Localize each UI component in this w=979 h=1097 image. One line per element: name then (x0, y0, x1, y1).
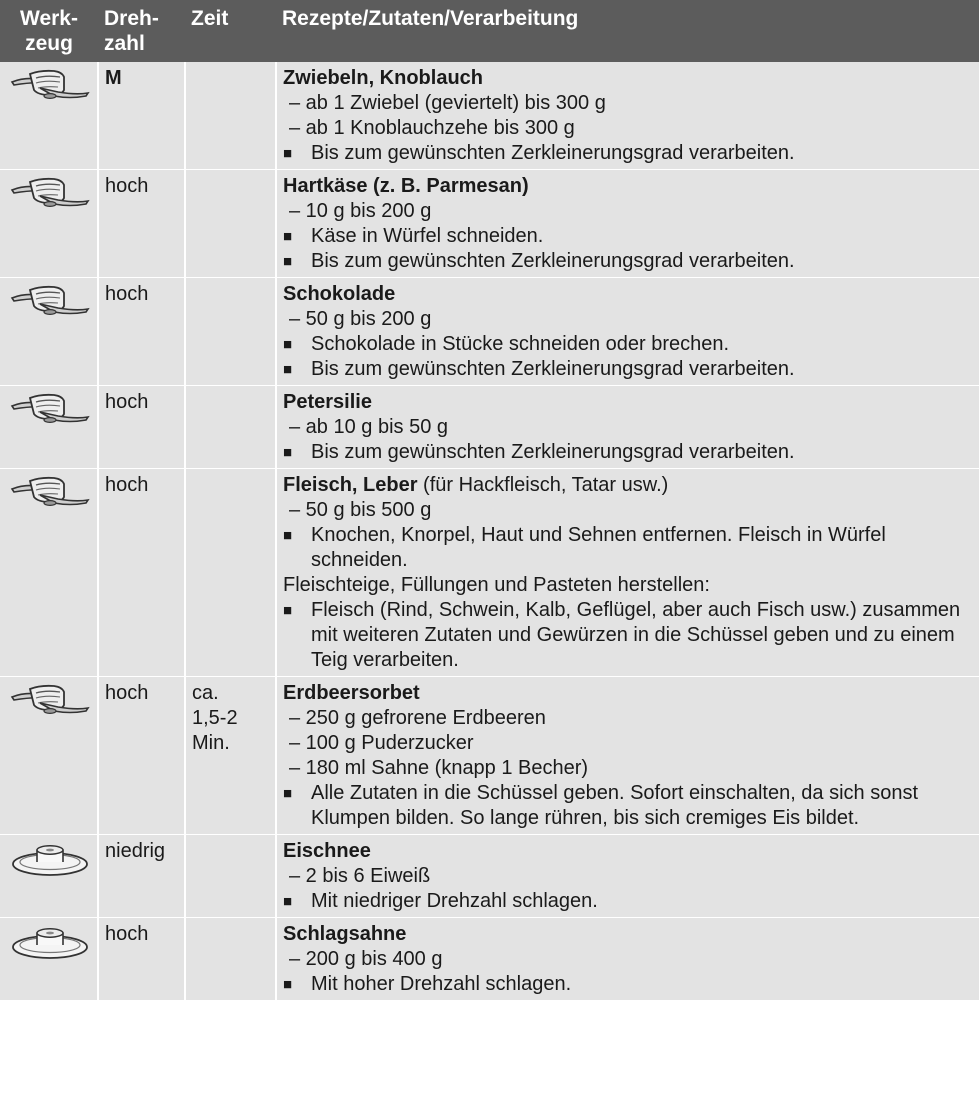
time-cell (185, 918, 276, 1001)
instruction-line: ■ Knochen, Knorpel, Haut und Sehnen entfernen. Fleisch in Würfel schneiden. (283, 523, 973, 573)
ingredient-line: – 100 g Puderzucker (289, 732, 474, 754)
time-cell (185, 386, 276, 469)
tool-cell (0, 62, 98, 170)
recipe-title: Eischnee (283, 840, 371, 862)
tool-cell (0, 278, 98, 386)
recipe-title-line (283, 66, 973, 91)
ingredient-line: – 180 ml Sahne (knapp 1 Becher) (289, 757, 589, 779)
tool-cell (0, 386, 98, 469)
instruction-line: ■ Bis zum gewünschten Zerkleinerungsgrad verarbeiten. (283, 141, 973, 166)
time-cell (185, 469, 276, 677)
header-time: Zeit (185, 0, 276, 62)
ingredient-line: – 250 g gefrorene Erdbeeren (289, 707, 546, 729)
speed-cell: hoch (98, 918, 185, 1001)
instruction-line: ■ Mit hoher Drehzahl schlagen. (283, 972, 973, 997)
table-row (0, 170, 979, 278)
recipe-title-line (283, 681, 973, 706)
tool-cell (0, 469, 98, 677)
ingredient-line: – 50 g bis 500 g (289, 499, 432, 521)
instruction-line: ■ Alle Zutaten in die Schüssel geben. Sofort einschalten, da sich sonst Klumpen bilden. So lange rühren, bis sich cremiges Eis bildet. (283, 781, 973, 831)
recipe-cell (276, 62, 979, 170)
blade-icon (10, 475, 93, 509)
tool-cell (0, 835, 98, 918)
recipe-title: Petersilie (283, 391, 372, 413)
speed-cell: M (98, 62, 185, 170)
blade-icon (10, 683, 93, 717)
table-row (0, 469, 979, 677)
speed-cell: hoch (98, 170, 185, 278)
speed-cell: hoch (98, 278, 185, 386)
recipe-cell (276, 386, 979, 469)
header-recipes: Rezepte/Zutaten/Verarbeitung (276, 0, 979, 62)
recipe-cell (276, 170, 979, 278)
table-row (0, 918, 979, 1001)
instruction-line: ■ Käse in Würfel schneiden. (283, 224, 973, 249)
time-cell (185, 62, 276, 170)
recipe-title: Fleisch, Leber (283, 474, 418, 496)
tool-cell (0, 677, 98, 835)
recipe-cell (276, 278, 979, 386)
ingredient-line: – 10 g bis 200 g (289, 200, 432, 222)
speed-cell: hoch (98, 469, 185, 677)
time-cell (185, 835, 276, 918)
recipe-cell (276, 469, 979, 677)
recipe-title: Schokolade (283, 283, 396, 305)
recipe-title-line (283, 922, 973, 947)
blade-icon (10, 284, 93, 318)
time-cell (185, 170, 276, 278)
recipe-title-line (283, 473, 973, 498)
blade-icon (10, 176, 93, 210)
recipe-title-line (283, 390, 973, 415)
whisk-disc-icon (10, 924, 93, 960)
recipe-cell (276, 835, 979, 918)
time-cell: ca. 1,5-2 Min. (185, 677, 276, 835)
table-row (0, 677, 979, 835)
table-row (0, 62, 979, 170)
blade-icon (10, 392, 93, 426)
instruction-line: ■ Bis zum gewünschten Zerkleinerungsgrad verarbeiten. (283, 357, 973, 382)
recipe-title-line (283, 174, 973, 199)
table-row (0, 386, 979, 469)
instruction-line: ■ Schokolade in Stücke schneiden oder brechen. (283, 332, 973, 357)
recipe-title: Schlagsahne (283, 923, 407, 945)
tool-cell (0, 170, 98, 278)
speed-cell: hoch (98, 677, 185, 835)
table-row (0, 278, 979, 386)
speed-cell: niedrig (98, 835, 185, 918)
instruction-line: ■ Bis zum gewünschten Zerkleinerungsgrad verarbeiten. (283, 440, 973, 465)
ingredient-line: – 50 g bis 200 g (289, 308, 432, 330)
recipe-title: Erdbeersorbet (283, 682, 420, 704)
table-header-row (0, 0, 979, 62)
ingredient-line: – ab 10 g bis 50 g (289, 416, 449, 438)
recipe-title-line (283, 282, 973, 307)
header-tool: Werk- zeug (0, 0, 98, 62)
time-cell (185, 278, 276, 386)
recipe-title-note: (für Hackfleisch, Tatar usw.) (417, 474, 669, 496)
whisk-disc-icon (10, 841, 93, 877)
tool-cell (0, 918, 98, 1001)
recipe-title: Hartkäse (z. B. Parmesan) (283, 175, 529, 197)
recipe-title: Zwiebeln, Knoblauch (283, 67, 484, 89)
instruction-line: ■ Fleisch (Rind, Schwein, Kalb, Geflügel, aber auch Fisch usw.) zusammen mit weiteren Zutaten und Gewürzen in die Schüssel geben und zu einem Teig verarbeiten. (283, 598, 973, 673)
ingredient-line: – ab 1 Knoblauchzehe bis 300 g (289, 117, 575, 139)
blade-icon (10, 68, 93, 102)
instruction-line: ■ Mit niedriger Drehzahl schlagen. (283, 889, 973, 914)
header-speed: Dreh- zahl (98, 0, 185, 62)
recipe-cell (276, 677, 979, 835)
speed-cell: hoch (98, 386, 185, 469)
recipe-cell (276, 918, 979, 1001)
ingredient-line: – 2 bis 6 Eiweiß (289, 865, 431, 887)
table-row (0, 835, 979, 918)
subheading-line: Fleischteige, Füllungen und Pasteten herstellen: (283, 574, 710, 596)
ingredient-line: – ab 1 Zwiebel (geviertelt) bis 300 g (289, 92, 606, 114)
instruction-line: ■ Bis zum gewünschten Zerkleinerungsgrad verarbeiten. (283, 249, 973, 274)
recipe-title-line (283, 839, 973, 864)
ingredient-line: – 200 g bis 400 g (289, 948, 443, 970)
